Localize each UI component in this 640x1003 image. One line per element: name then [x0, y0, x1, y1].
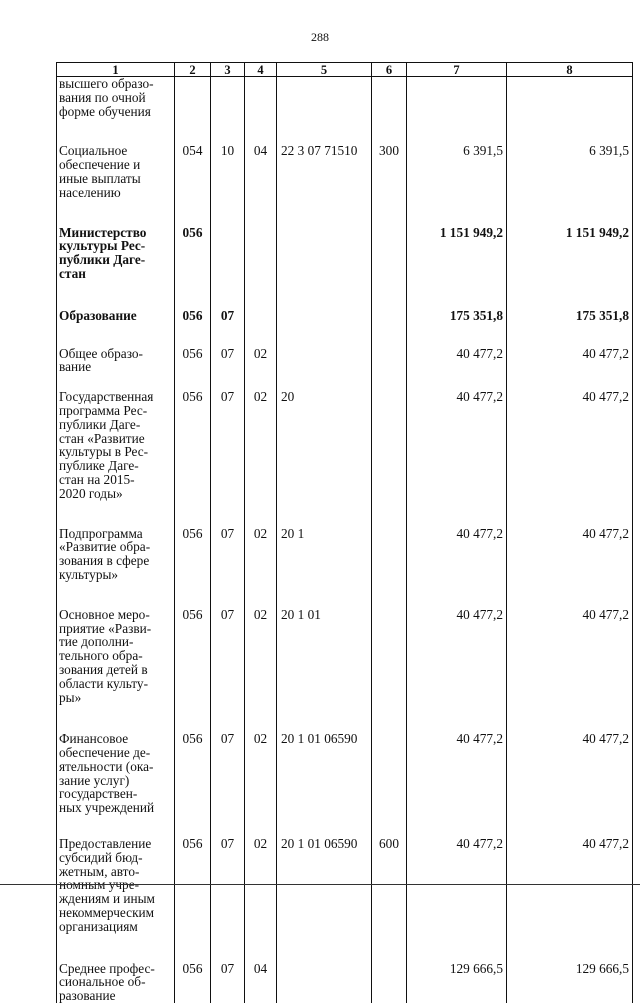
- cell-item-name: [57, 144, 175, 225]
- item-name-line: Министерство: [59, 226, 173, 240]
- cell-admin-code: 056: [175, 527, 211, 608]
- item-name-line: вания по очной: [59, 91, 173, 105]
- cell-amount-col7: 40 477,2: [407, 390, 507, 526]
- column-header: 6: [372, 63, 407, 77]
- item-name-line: высшего образо-: [59, 77, 173, 91]
- cell-target-article: [277, 962, 372, 1003]
- cell-amount-col8: 40 477,2: [507, 527, 633, 608]
- cell-expense-type: [372, 527, 407, 608]
- cell-amount-col8: 1 151 949,2: [507, 226, 633, 309]
- item-name-line: культуры Рес-: [59, 239, 173, 253]
- cell-target-article: 22 3 07 71510: [277, 144, 372, 225]
- cell-section: 07: [211, 608, 245, 733]
- item-name-line: Основное меро-: [59, 608, 173, 622]
- cell-amount-col8: 40 477,2: [507, 347, 633, 391]
- cell-admin-code: 056: [175, 962, 211, 1003]
- cell-target-article: 20: [277, 390, 372, 526]
- item-name-line: 2020 годы»: [59, 487, 173, 501]
- table-row: [57, 837, 633, 962]
- cell-section: 07: [211, 347, 245, 391]
- page-number: 288: [0, 30, 640, 45]
- cell-amount-col7: [407, 77, 507, 145]
- cell-target-article: [277, 347, 372, 391]
- cell-expense-type: 300: [372, 144, 407, 225]
- cell-admin-code: 056: [175, 837, 211, 962]
- table-row: [57, 608, 633, 733]
- cell-section: 07: [211, 962, 245, 1003]
- item-name-line: Подпрограмма: [59, 527, 173, 541]
- cell-item-name: [57, 390, 175, 526]
- item-name-line: зования в сфере: [59, 554, 173, 568]
- cell-item-name: [57, 608, 175, 733]
- cell-amount-col7: 175 351,8: [407, 309, 507, 347]
- item-name-line: вание: [59, 360, 173, 374]
- cell-item-name: [57, 77, 175, 145]
- cell-admin-code: 054: [175, 144, 211, 225]
- item-name-line: зание услуг): [59, 774, 173, 788]
- cell-item-name: [57, 527, 175, 608]
- item-name-line: некоммерческим: [59, 906, 173, 920]
- table-row: [57, 309, 633, 347]
- item-name-line: культуры в Рес-: [59, 445, 173, 459]
- table-row: [57, 144, 633, 225]
- table-row: [57, 226, 633, 309]
- cell-admin-code: 056: [175, 608, 211, 733]
- item-name-line: Среднее профес-: [59, 962, 173, 976]
- cell-subsection: 04: [245, 962, 277, 1003]
- item-name-line: организациям: [59, 920, 173, 934]
- cell-amount-col8: 40 477,2: [507, 837, 633, 962]
- item-name-line: Образование: [59, 309, 173, 323]
- cell-amount-col8: 6 391,5: [507, 144, 633, 225]
- page-edge-line: [0, 884, 640, 885]
- item-name-line: публики Даге-: [59, 253, 173, 267]
- table-row: [57, 527, 633, 608]
- cell-item-name: [57, 309, 175, 347]
- item-name-line: субсидий бюд-: [59, 851, 173, 865]
- item-name-line: ных учреждений: [59, 801, 173, 815]
- cell-item-name: [57, 837, 175, 962]
- item-name-line: программа Рес-: [59, 404, 173, 418]
- item-name-line: приятие «Разви-: [59, 622, 173, 636]
- cell-subsection: 02: [245, 527, 277, 608]
- item-name-line: публики Даге-: [59, 418, 173, 432]
- cell-admin-code: [175, 77, 211, 145]
- item-name-line: ры»: [59, 691, 173, 705]
- cell-expense-type: [372, 347, 407, 391]
- cell-target-article: [277, 77, 372, 145]
- column-header: 3: [211, 63, 245, 77]
- cell-subsection: 02: [245, 732, 277, 837]
- budget-table: [56, 62, 633, 1003]
- cell-amount-col7: 40 477,2: [407, 732, 507, 837]
- item-name-line: номным учре-: [59, 878, 173, 892]
- cell-amount-col8: 40 477,2: [507, 390, 633, 526]
- cell-section: 10: [211, 144, 245, 225]
- table-row: [57, 77, 633, 145]
- item-name-line: стан «Развитие: [59, 432, 173, 446]
- cell-amount-col8: 40 477,2: [507, 608, 633, 733]
- item-name-line: форме обучения: [59, 105, 173, 119]
- cell-subsection: 02: [245, 390, 277, 526]
- cell-expense-type: [372, 226, 407, 309]
- cell-expense-type: [372, 309, 407, 347]
- column-header: 1: [57, 63, 175, 77]
- cell-amount-col7: 129 666,5: [407, 962, 507, 1003]
- item-name-line: «Развитие обра-: [59, 540, 173, 554]
- cell-expense-type: [372, 732, 407, 837]
- table-body: [57, 77, 633, 1003]
- item-name-line: обеспечение и: [59, 158, 173, 172]
- item-name-line: населению: [59, 186, 173, 200]
- item-name-line: ятельности (ока-: [59, 760, 173, 774]
- cell-expense-type: 600: [372, 837, 407, 962]
- cell-amount-col8: [507, 77, 633, 145]
- item-name-line: культуры»: [59, 568, 173, 582]
- column-header: 8: [507, 63, 633, 77]
- cell-subsection: [245, 77, 277, 145]
- cell-subsection: 02: [245, 837, 277, 962]
- column-header: 4: [245, 63, 277, 77]
- table-header-row: [57, 63, 633, 77]
- cell-subsection: 02: [245, 347, 277, 391]
- item-name-line: сиональное об-: [59, 975, 173, 989]
- cell-target-article: 20 1 01 06590: [277, 837, 372, 962]
- cell-section: [211, 77, 245, 145]
- cell-section: 07: [211, 527, 245, 608]
- cell-target-article: 20 1 01 06590: [277, 732, 372, 837]
- column-header: 7: [407, 63, 507, 77]
- cell-section: 07: [211, 732, 245, 837]
- cell-admin-code: 056: [175, 390, 211, 526]
- cell-subsection: 02: [245, 608, 277, 733]
- cell-amount-col8: 175 351,8: [507, 309, 633, 347]
- item-name-line: Финансовое: [59, 732, 173, 746]
- cell-amount-col8: 40 477,2: [507, 732, 633, 837]
- cell-admin-code: 056: [175, 732, 211, 837]
- cell-amount-col7: 1 151 949,2: [407, 226, 507, 309]
- cell-expense-type: [372, 962, 407, 1003]
- item-name-line: Предоставление: [59, 837, 173, 851]
- column-header: 5: [277, 63, 372, 77]
- item-name-line: стан на 2015-: [59, 473, 173, 487]
- item-name-line: тие дополни-: [59, 635, 173, 649]
- cell-section: 07: [211, 390, 245, 526]
- cell-admin-code: 056: [175, 347, 211, 391]
- item-name-line: публике Даге-: [59, 459, 173, 473]
- cell-amount-col7: 6 391,5: [407, 144, 507, 225]
- cell-subsection: 04: [245, 144, 277, 225]
- item-name-line: жетным, авто-: [59, 865, 173, 879]
- cell-admin-code: 056: [175, 226, 211, 309]
- cell-target-article: [277, 309, 372, 347]
- cell-item-name: [57, 962, 175, 1003]
- cell-expense-type: [372, 608, 407, 733]
- table-row: [57, 732, 633, 837]
- table-row: [57, 962, 633, 1003]
- item-name-line: Общее образо-: [59, 347, 173, 361]
- item-name-line: тельного обра-: [59, 649, 173, 663]
- cell-item-name: [57, 732, 175, 837]
- item-name-line: обеспечение де-: [59, 746, 173, 760]
- column-header: 2: [175, 63, 211, 77]
- cell-amount-col7: 40 477,2: [407, 527, 507, 608]
- cell-target-article: [277, 226, 372, 309]
- cell-section: 07: [211, 309, 245, 347]
- item-name-line: стан: [59, 267, 173, 281]
- cell-subsection: [245, 226, 277, 309]
- cell-subsection: [245, 309, 277, 347]
- cell-amount-col7: 40 477,2: [407, 837, 507, 962]
- item-name-line: Государственная: [59, 390, 173, 404]
- cell-item-name: [57, 347, 175, 391]
- item-name-line: государствен-: [59, 787, 173, 801]
- cell-amount-col7: 40 477,2: [407, 347, 507, 391]
- cell-expense-type: [372, 77, 407, 145]
- cell-section: [211, 226, 245, 309]
- table-row: [57, 347, 633, 391]
- table-row: [57, 390, 633, 526]
- cell-amount-col7: 40 477,2: [407, 608, 507, 733]
- cell-admin-code: 056: [175, 309, 211, 347]
- cell-amount-col8: 129 666,5: [507, 962, 633, 1003]
- item-name-line: иные выплаты: [59, 172, 173, 186]
- cell-section: 07: [211, 837, 245, 962]
- item-name-line: области культу-: [59, 677, 173, 691]
- cell-target-article: 20 1 01: [277, 608, 372, 733]
- cell-expense-type: [372, 390, 407, 526]
- item-name-line: разование: [59, 989, 173, 1003]
- item-name-line: зования детей в: [59, 663, 173, 677]
- cell-target-article: 20 1: [277, 527, 372, 608]
- item-name-line: ждениям и иным: [59, 892, 173, 906]
- item-name-line: Социальное: [59, 144, 173, 158]
- cell-item-name: [57, 226, 175, 309]
